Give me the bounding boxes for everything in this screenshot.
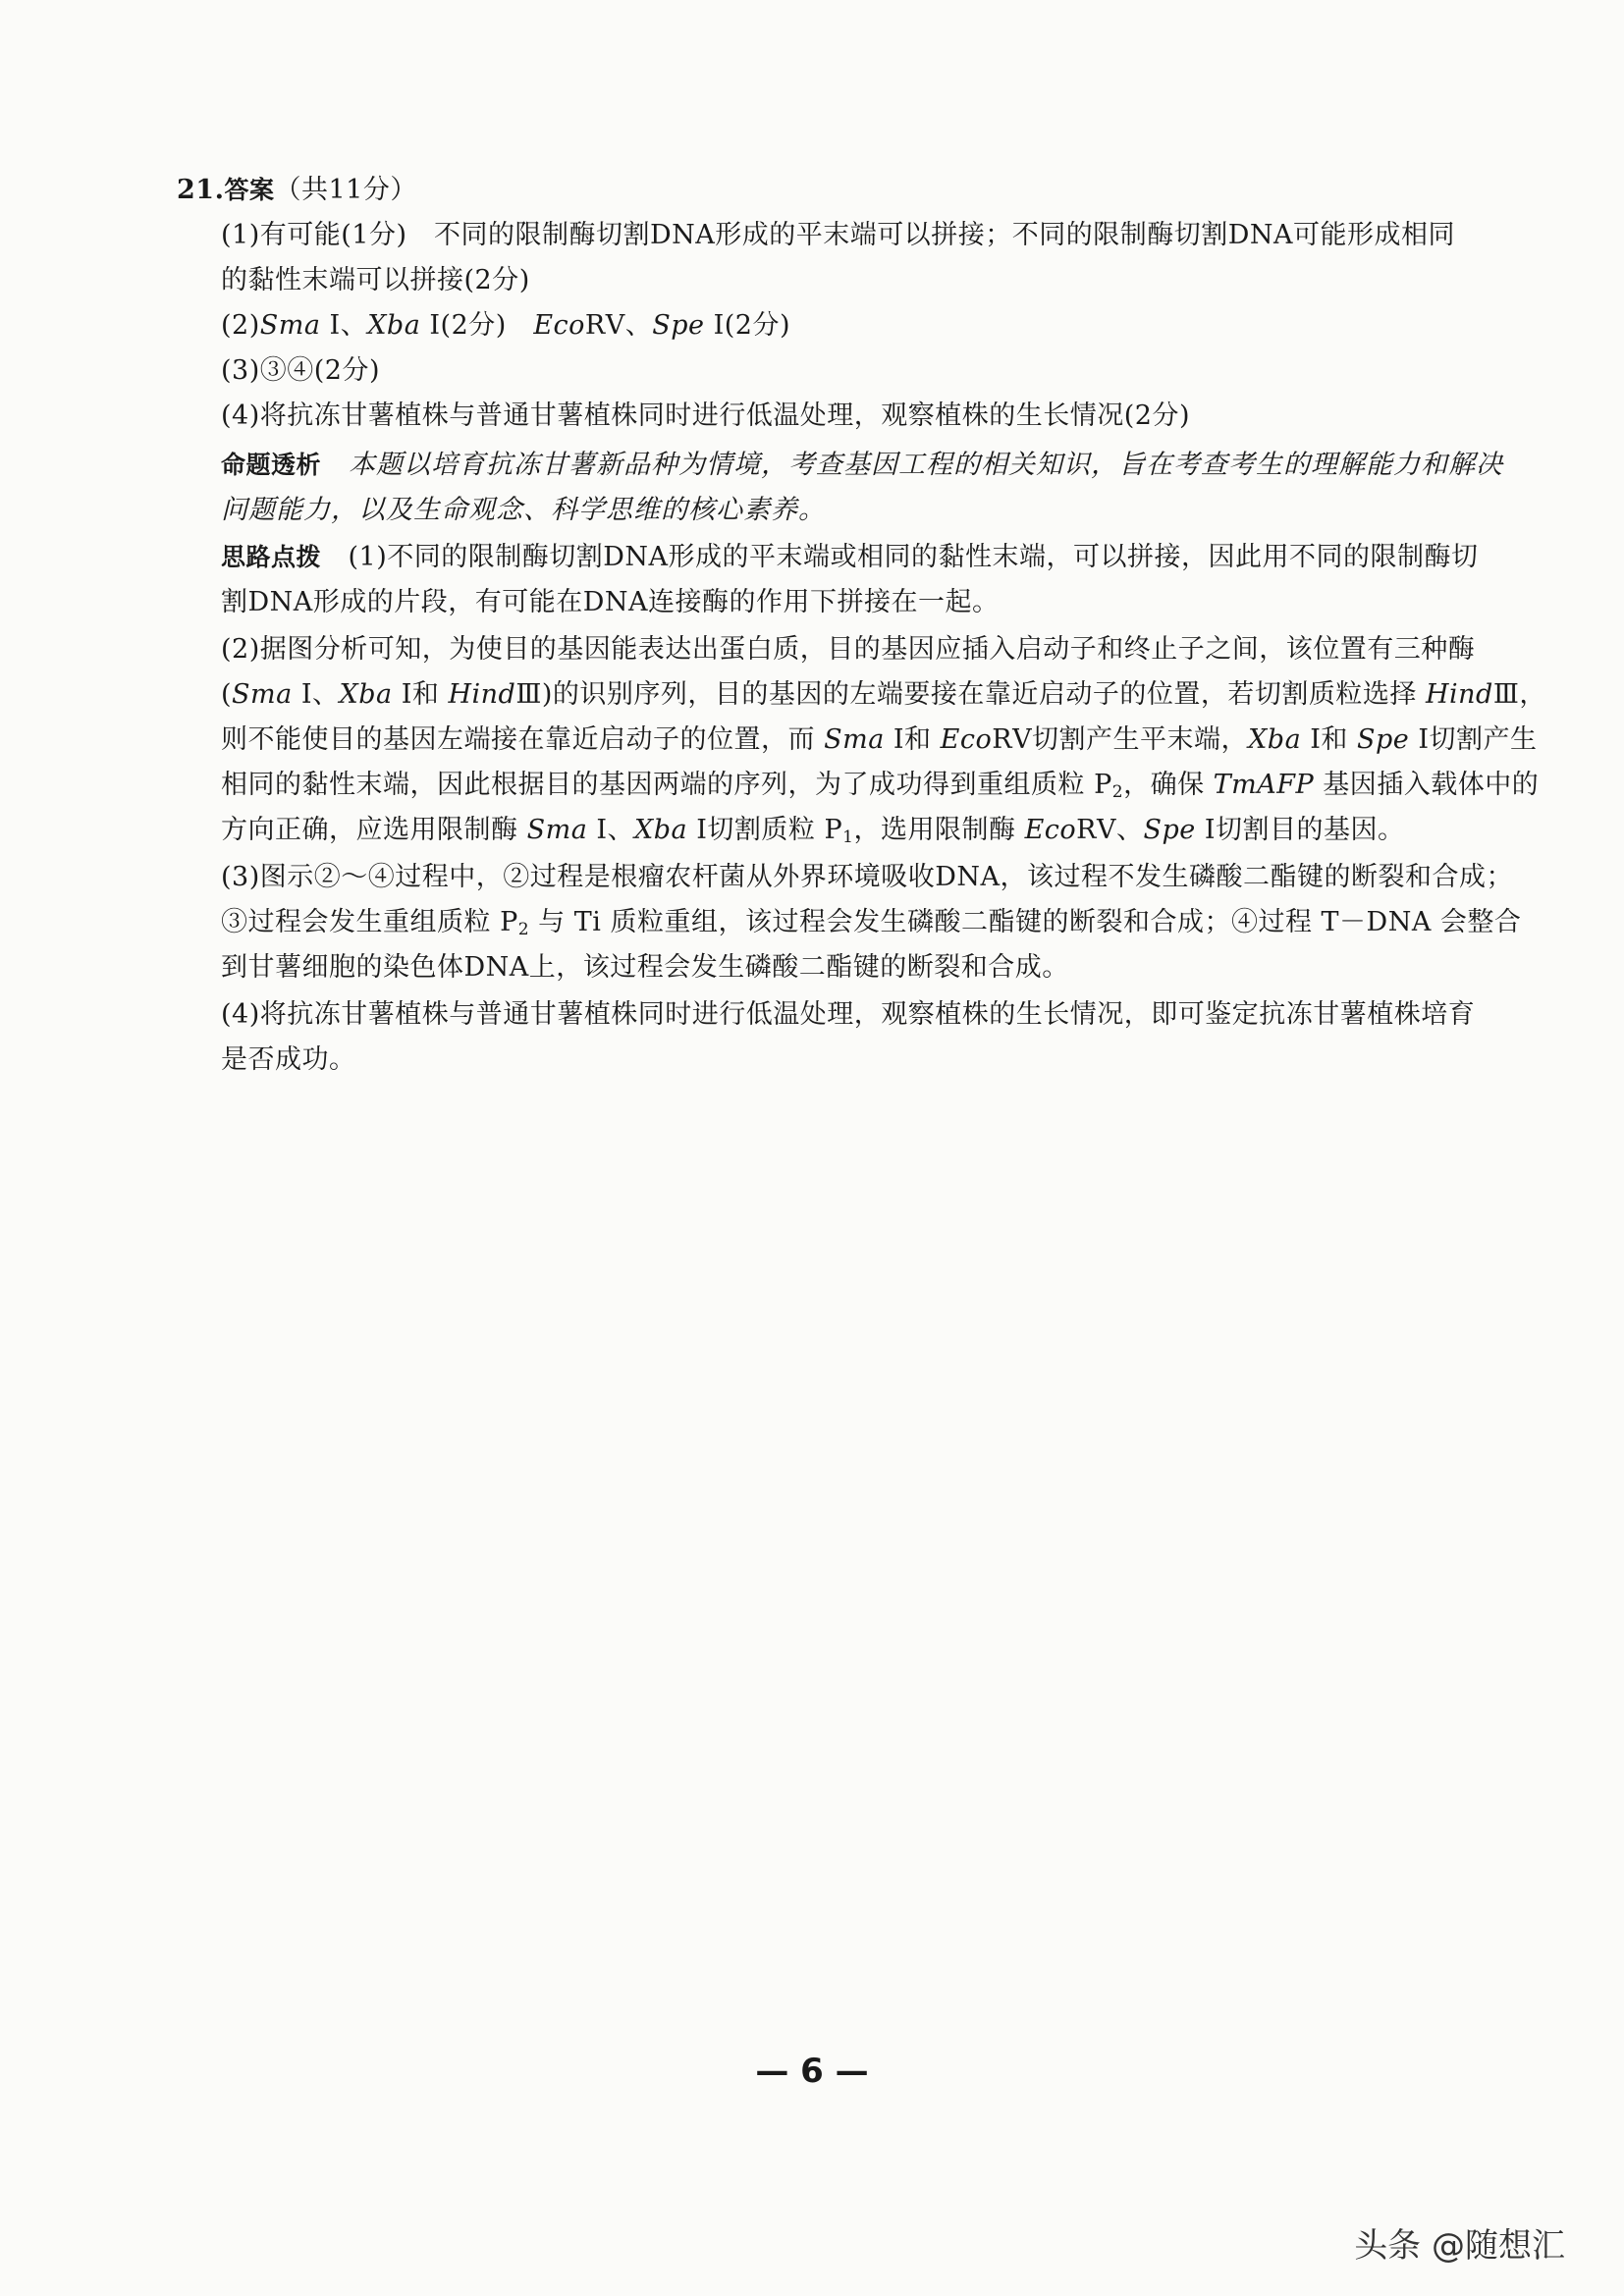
hints-p3-line-1: (3)图示②～④过程中，②过程是根瘤农杆菌从外界环境吸收DNA，该过程不发生磷酸二酯键的断裂和合成； [221,862,1514,892]
enzyme-eco: Eco [940,724,993,755]
analysis-text: 本题以培育抗冻甘薯新品种为情境，考查基因工程的相关知识，旨在考查考生的理解能力和解决 [321,450,1504,480]
hints-p2-line-1: (2)据图分析可知，为使目的基因能表达出蛋白质，目的基因应插入启动子和终止子之间，该位置有三种酶 [221,634,1476,665]
hints-label: 思路点拨 [221,543,322,571]
enzyme-hind: Hind [448,679,516,710]
text: RⅤ、 [1076,815,1144,845]
answer-4: (4)将抗冻甘薯植株与普通甘薯植株同时进行低温处理，观察植株的生长情况(2分) [221,400,1190,431]
enzyme-sma: Sma [259,310,321,341]
hints-p2-line-2 [221,673,1546,717]
hints-p2-line-5 [221,809,1488,859]
hints-p3-line-3: 到甘薯细胞的染色体DNA上，该过程会发生磷酸二酯键的断裂和合成。 [221,952,1069,983]
gene-name: TmAFP [1213,770,1315,800]
text: Ⅰ切割产生 [1409,724,1538,755]
text: ( [221,679,233,710]
question-number: 21. [177,175,225,205]
text: 则不能使目的基因左端接在靠近启动子的位置，而 [221,724,825,755]
enzyme-xba: Xba [367,310,421,341]
source-watermark: 头条 @随想汇 [1354,2226,1565,2266]
enzyme-sma: Sma [526,815,588,845]
answer-2-text: Ⅰ、 [320,310,368,341]
hints-p1-line-2: 割DNA形成的片段，有可能在DNA连接酶的作用下拼接在一起。 [221,587,1000,617]
enzyme-sma: Sma [232,679,293,710]
enzyme-hind: Hind [1425,679,1493,710]
text: Ⅰ和 [1301,724,1358,755]
hints-line-1 [221,536,1488,579]
answer-2-text: RⅤ、 [584,310,653,341]
page-number: — 6 — [755,2052,869,2091]
answer-3: (3)③④(2分) [221,355,380,386]
text: Ⅰ、 [587,815,635,845]
hints-p4-line-1: (4)将抗冻甘薯植株与普通甘薯植株同时进行低温处理，观察植株的生长情况，即可鉴定抗冻甘薯植株培育 [221,999,1476,1030]
analysis-line-2: 问题能力，以及生命观念、科学思维的核心素养。 [221,495,826,525]
analysis-label: 命题透析 [221,451,322,479]
answer-label: 答案 [224,176,275,204]
answer-2-prefix: (2) [221,310,260,341]
answer-1-line-1: (1)有可能(1分) 不同的限制酶切割DNA形成的平末端可以拼接；不同的限制酶切割DNA可能形成相同 [221,220,1456,250]
answer-heading [177,169,1443,212]
subscript: 2 [1111,782,1124,802]
subscript: 2 [517,920,530,939]
text: Ⅰ和 [884,724,941,755]
text: Ⅰ、 [292,679,340,710]
enzyme-eco: Eco [1024,815,1077,845]
hints-text: (1)不同的限制酶切割DNA形成的平末端或相同的黏性末端，可以拼接，因此用不同的限制酶切 [321,542,1479,572]
answer-2 [221,304,1488,347]
text: ③过程会发生重组质粒 P [221,907,518,937]
text: ，选用限制酶 [853,815,1025,845]
enzyme-spe: Spe [1357,724,1410,755]
enzyme-xba: Xba [634,815,688,845]
hints-p2-line-4 [221,764,1540,814]
answer-points: （共11分） [274,175,417,205]
text: Ⅲ)的识别序列，目的基因的左端要接在靠近启动子的位置，若切割质粒选择 [515,679,1426,710]
answer-2-text: Ⅰ(2分) [704,310,790,341]
text: 基因插入载体中的 [1314,770,1540,800]
text: Ⅰ切割目的基因。 [1195,815,1405,845]
text: ，确保 [1123,770,1214,800]
enzyme-xba: Xba [1248,724,1302,755]
text: RⅤ切割产生平末端， [992,724,1249,755]
text: 方向正确，应选用限制酶 [221,815,527,845]
enzyme-sma: Sma [824,724,885,755]
enzyme-eco: Eco [533,310,585,341]
text: Ⅰ切割质粒 P [687,815,843,845]
subscript: 1 [842,828,854,847]
text: 与 Ti 质粒重组，该过程会发生磷酸二酯键的断裂和合成；④过程 T－DNA 会整合 [529,907,1522,937]
analysis-line-1 [221,444,1504,487]
text: Ⅰ和 [392,679,449,710]
hints-p4-line-2: 是否成功。 [221,1044,356,1075]
answer-2-text: Ⅰ(2分) [420,310,534,341]
text: Ⅲ， [1492,679,1546,710]
hints-p2-line-3 [221,719,1538,762]
enzyme-spe: Spe [652,310,705,341]
answer-1-line-2: 的黏性末端可以拼接(2分) [221,265,530,295]
text: 相同的黏性末端，因此根据目的基因两端的序列，为了成功得到重组质粒 P [221,770,1112,800]
hints-p3-line-2 [221,901,1522,951]
enzyme-spe: Spe [1143,815,1196,845]
enzyme-xba: Xba [339,679,393,710]
